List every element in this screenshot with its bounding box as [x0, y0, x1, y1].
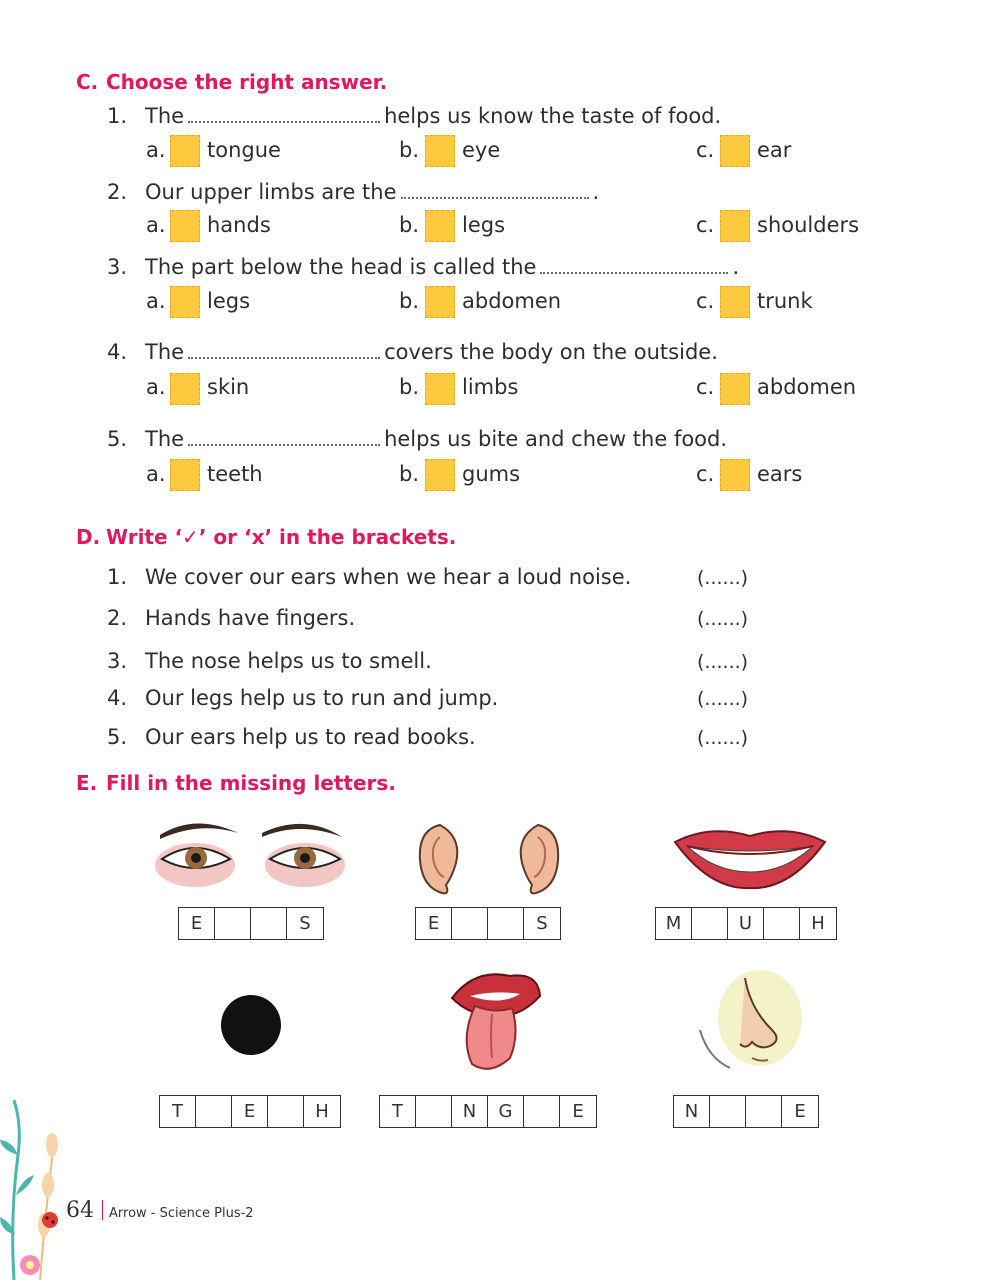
eyes-icon: [150, 815, 350, 895]
statement-1: [0, 565, 900, 593]
statement-text: We cover our ears when we hear a loud noise.: [145, 565, 632, 589]
answer-checkbox[interactable]: [720, 459, 750, 491]
footer-divider: [102, 1200, 103, 1220]
question-text: Our upper limbs are the: [145, 180, 397, 204]
statement-text: Hands have fingers.: [145, 606, 356, 630]
letter-cell[interactable]: [251, 908, 287, 939]
answer-bracket[interactable]: (......): [697, 727, 749, 749]
answer-blank[interactable]: [188, 341, 380, 359]
option-label: c.: [696, 289, 715, 313]
letter-cell[interactable]: [746, 1096, 782, 1127]
statement-4: [0, 686, 900, 714]
question-2: [0, 180, 900, 210]
question-number: 2.: [107, 180, 128, 204]
question-text: .: [732, 255, 740, 279]
answer-checkbox[interactable]: [170, 135, 200, 167]
letter-cell: T: [160, 1096, 196, 1127]
option-label: b.: [399, 289, 420, 313]
question-text: The part below the head is called the: [145, 255, 537, 279]
letter-cell: G: [488, 1096, 524, 1127]
statement-text: The nose helps us to smell.: [145, 649, 432, 673]
answer-bracket[interactable]: (......): [697, 608, 749, 630]
answer-blank[interactable]: [401, 181, 589, 199]
ears-icon: [410, 815, 570, 900]
answer-checkbox[interactable]: [720, 135, 750, 167]
teeth-placeholder-icon: [220, 994, 282, 1056]
option-text: ear: [757, 138, 792, 162]
letter-cell: T: [380, 1096, 416, 1127]
statement-number: 4.: [107, 686, 128, 710]
option-label: a.: [146, 375, 166, 399]
section-d-letter: D.: [76, 525, 101, 549]
letter-cell: H: [315, 1101, 329, 1122]
option-text: ears: [757, 462, 803, 486]
option-text: gums: [462, 462, 521, 486]
answer-checkbox[interactable]: [425, 286, 455, 318]
answer-checkbox[interactable]: [170, 373, 200, 405]
word-grid-nose: [673, 1095, 819, 1128]
option-text: hands: [207, 213, 271, 237]
section-e-title: Fill in the missing letters.: [106, 771, 396, 795]
option-label: b.: [399, 462, 420, 486]
option-label: a.: [146, 138, 166, 162]
word-grid-tongue: [379, 1095, 597, 1128]
floral-decoration-icon: [0, 1095, 70, 1280]
question-4: [0, 340, 900, 370]
option-text: shoulders: [757, 213, 860, 237]
option-text: abdomen: [757, 375, 857, 399]
option-label: c.: [696, 213, 715, 237]
statement-number: 2.: [107, 606, 128, 630]
option-text: trunk: [757, 289, 813, 313]
option-label: c.: [696, 462, 715, 486]
question-5: [0, 427, 900, 457]
page-number: 64: [66, 1198, 94, 1223]
letter-cell[interactable]: [524, 1096, 560, 1127]
question-1: [0, 104, 900, 134]
question-number: 3.: [107, 255, 128, 279]
answer-checkbox[interactable]: [425, 459, 455, 491]
option-label: b.: [399, 138, 420, 162]
letter-cell: S: [536, 913, 548, 934]
answer-bracket[interactable]: (......): [697, 651, 749, 673]
letter-cell: N: [452, 1096, 488, 1127]
option-text: legs: [207, 289, 251, 313]
statement-text: Our ears help us to read books.: [145, 725, 476, 749]
letter-cell[interactable]: [452, 908, 488, 939]
section-c-letter: C.: [76, 70, 99, 94]
letter-cell[interactable]: [692, 908, 728, 939]
option-label: c.: [696, 375, 715, 399]
section-e-letter: E.: [76, 771, 98, 795]
letter-cell[interactable]: [215, 908, 251, 939]
word-grid-mouth: [655, 907, 837, 940]
letter-cell: U: [728, 908, 764, 939]
answer-checkbox[interactable]: [720, 210, 750, 242]
question-number: 1.: [107, 104, 128, 128]
letter-cell: H: [811, 913, 825, 934]
answer-blank[interactable]: [540, 256, 728, 274]
question-text: helps us bite and chew the food.: [384, 427, 728, 451]
word-grid-ears: [415, 907, 561, 940]
option-text: eye: [462, 138, 501, 162]
answer-blank[interactable]: [188, 428, 380, 446]
answer-checkbox[interactable]: [425, 135, 455, 167]
tongue-icon: [440, 968, 550, 1078]
option-label: b.: [399, 375, 420, 399]
option-label: a.: [146, 462, 166, 486]
statement-5: [0, 725, 900, 753]
letter-cell[interactable]: [710, 1096, 746, 1127]
letter-cell[interactable]: [764, 908, 800, 939]
question-text: .: [592, 180, 600, 204]
option-text: teeth: [207, 462, 263, 486]
mouth-icon: [665, 822, 835, 892]
letter-cell: N: [674, 1096, 710, 1127]
answer-checkbox[interactable]: [720, 286, 750, 318]
option-label: a.: [146, 289, 166, 313]
letter-cell: S: [299, 913, 311, 934]
option-label: c.: [696, 138, 715, 162]
page-footer: [66, 1198, 254, 1223]
question-3: [0, 255, 900, 285]
letter-cell[interactable]: [488, 908, 524, 939]
option-text: abdomen: [462, 289, 562, 313]
statement-3: [0, 649, 900, 677]
question-text: covers the body on the outside.: [384, 340, 718, 364]
letter-cell: E: [416, 908, 452, 939]
option-text: limbs: [462, 375, 519, 399]
option-text: legs: [462, 213, 506, 237]
question-number: 4.: [107, 340, 128, 364]
statement-number: 3.: [107, 649, 128, 673]
question-number: 5.: [107, 427, 128, 451]
answer-blank[interactable]: [188, 105, 380, 123]
answer-bracket[interactable]: (......): [697, 688, 749, 710]
answer-checkbox[interactable]: [720, 373, 750, 405]
answer-checkbox[interactable]: [170, 459, 200, 491]
letter-cell[interactable]: [268, 1096, 304, 1127]
letter-cell: E: [572, 1101, 584, 1122]
statement-2: [0, 606, 900, 634]
answer-bracket[interactable]: (......): [697, 567, 749, 589]
section-e-heading: [76, 771, 396, 795]
question-text: The: [145, 427, 185, 451]
answer-checkbox[interactable]: [425, 210, 455, 242]
section-d-title: Write ‘✓’ or ‘x’ in the brackets.: [106, 525, 457, 549]
option-label: b.: [399, 213, 420, 237]
answer-checkbox[interactable]: [425, 373, 455, 405]
section-d-heading: [76, 525, 456, 549]
question-text: The: [145, 104, 185, 128]
answer-checkbox[interactable]: [170, 210, 200, 242]
statement-number: 5.: [107, 725, 128, 749]
option-text: skin: [207, 375, 250, 399]
statement-text: Our legs help us to run and jump.: [145, 686, 499, 710]
nose-icon: [690, 968, 805, 1073]
book-title: Arrow - Science Plus-2: [109, 1206, 254, 1221]
section-c-title: Choose the right answer.: [106, 70, 388, 94]
answer-checkbox[interactable]: [170, 286, 200, 318]
letter-cell: E: [232, 1096, 268, 1127]
letter-cell: E: [794, 1101, 806, 1122]
statement-number: 1.: [107, 565, 128, 589]
letter-cell[interactable]: [196, 1096, 232, 1127]
section-c-heading: [76, 70, 387, 94]
word-grid-eyes: [178, 907, 324, 940]
question-text: helps us know the taste of food.: [384, 104, 722, 128]
option-label: a.: [146, 213, 166, 237]
letter-cell[interactable]: [416, 1096, 452, 1127]
word-grid-teeth: [159, 1095, 341, 1128]
letter-cell: E: [179, 908, 215, 939]
letter-cell: M: [656, 908, 692, 939]
question-text: The: [145, 340, 185, 364]
option-text: tongue: [207, 138, 281, 162]
